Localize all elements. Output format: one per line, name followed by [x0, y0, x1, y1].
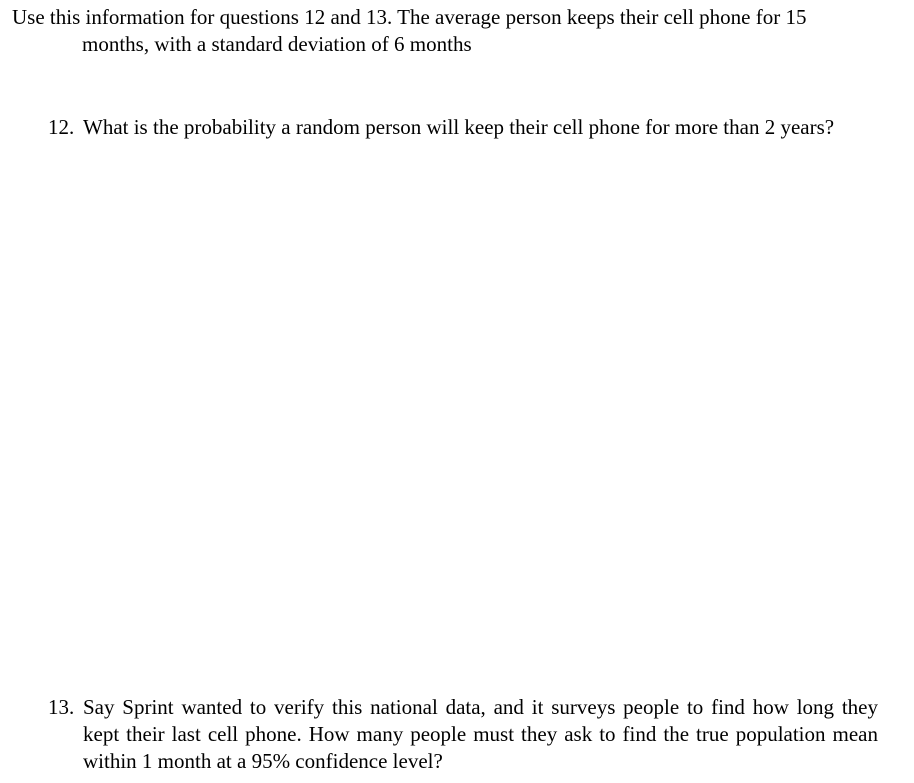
- question-12-text: What is the probability a random person will keep their cell phone for more than 2 years?: [83, 115, 835, 139]
- question-13-number: 13.: [48, 695, 75, 719]
- question-13-text: Say Sprint wanted to verify this national data, and it surveys people to find how long they kept their last cell phone. How many people must they ask to find the true population mean within 1 month at a 95% confidence level?: [83, 695, 878, 773]
- intro-text: Use this information for questions 12 and 13. The average person keeps their cell phone for 15 months, with a standard deviation of 6 months: [12, 5, 807, 56]
- question-12-number: 12.: [48, 115, 75, 139]
- question-13: [48, 694, 878, 775]
- question-12: [48, 114, 878, 141]
